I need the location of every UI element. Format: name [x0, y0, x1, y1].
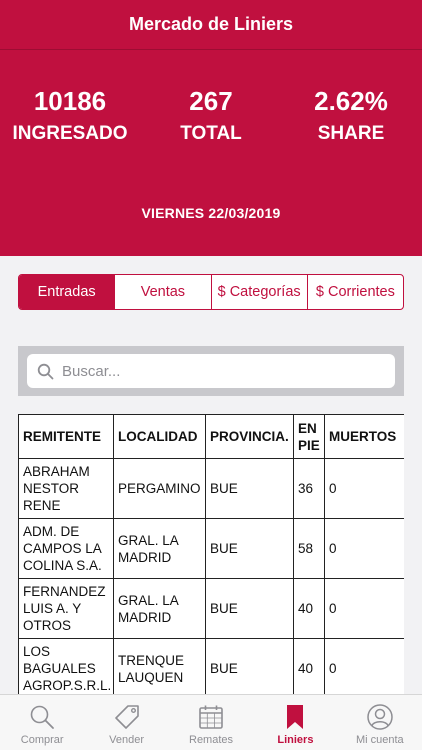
- bottom-tab-bar: [0, 694, 422, 750]
- cell-provincia: BUE: [206, 579, 294, 639]
- table-row[interactable]: [19, 579, 405, 639]
- tab-categorias[interactable]: $ Categorías: [211, 275, 307, 309]
- calendar-icon: [197, 703, 225, 731]
- cell-provincia: BUE: [206, 459, 294, 519]
- tabbar-item-mi-cuenta[interactable]: [338, 695, 422, 750]
- col-header-muertos: MUERTOS: [325, 415, 405, 459]
- stat-label: TOTAL: [180, 123, 242, 144]
- cell-localidad: PERGAMINO: [114, 459, 206, 519]
- cell-muertos: 0: [325, 639, 405, 696]
- cell-muertos: 0: [325, 459, 405, 519]
- tabbar-label: Vender: [109, 734, 145, 746]
- stat-value: 10186: [33, 86, 107, 116]
- cell-localidad: GRAL. LA MADRID: [114, 519, 206, 579]
- entries-table-container[interactable]: [18, 414, 404, 695]
- tabbar-item-comprar[interactable]: [0, 695, 84, 750]
- cell-remitente: LOS BAGUALES AGROP.S.R.L.: [19, 639, 114, 696]
- search-icon: [37, 363, 54, 380]
- cell-localidad: TRENQUE LAUQUEN: [114, 639, 206, 696]
- tab-ventas[interactable]: Ventas: [114, 275, 210, 309]
- entries-table: [18, 414, 404, 695]
- search-input[interactable]: [62, 363, 362, 380]
- col-header-remitente: REMITENTE: [19, 415, 114, 459]
- col-header-provincia: PROVINCIA.: [206, 415, 294, 459]
- table-row[interactable]: [19, 519, 405, 579]
- cell-remitente: ABRAHAM NESTOR RENE: [19, 459, 114, 519]
- search-icon: [28, 703, 56, 731]
- cell-remitente: FERNANDEZ LUIS A. Y OTROS: [19, 579, 114, 639]
- cell-en-pie: 58: [294, 519, 325, 579]
- tab-corrientes[interactable]: $ Corrientes: [307, 275, 403, 309]
- market-header: [0, 0, 422, 256]
- stat-total: [141, 86, 281, 146]
- table-row[interactable]: [19, 639, 405, 696]
- col-header-en-pie: EN PIE: [294, 415, 325, 459]
- tabbar-label: Liniers: [277, 734, 314, 746]
- cell-muertos: 0: [325, 519, 405, 579]
- tabbar-item-liniers[interactable]: [253, 695, 337, 750]
- stat-share: [281, 86, 421, 146]
- search-bar: [18, 346, 404, 396]
- tag-icon: [113, 703, 141, 731]
- stat-value: 2.62%: [314, 86, 388, 116]
- tabbar-label: Comprar: [20, 734, 64, 746]
- tabbar-label: Mi cuenta: [355, 734, 404, 746]
- col-header-localidad: LOCALIDAD: [114, 415, 206, 459]
- tabbar-item-vender[interactable]: [84, 695, 168, 750]
- cell-en-pie: 36: [294, 459, 325, 519]
- cell-provincia: BUE: [206, 639, 294, 696]
- cell-remitente: ADM. DE CAMPOS LA COLINA S.A.: [19, 519, 114, 579]
- market-date: VIERNES 22/03/2019: [141, 205, 281, 221]
- user-icon: [366, 703, 394, 731]
- segmented-tabs: [18, 274, 404, 310]
- tabbar-item-remates[interactable]: [169, 695, 253, 750]
- stat-label: SHARE: [317, 123, 385, 144]
- stat-ingresado: [0, 86, 140, 146]
- table-row[interactable]: [19, 459, 405, 519]
- cell-muertos: 0: [325, 579, 405, 639]
- bookmark-icon: [281, 703, 309, 731]
- cell-en-pie: 40: [294, 579, 325, 639]
- stat-label: INGRESADO: [12, 123, 128, 144]
- search-field[interactable]: [27, 354, 395, 388]
- tab-entradas[interactable]: Entradas: [19, 275, 114, 309]
- page-title: Mercado de Liniers: [128, 14, 294, 34]
- tabbar-label: Remates: [189, 734, 234, 746]
- table-header-row: [19, 415, 405, 459]
- nav-divider: [0, 49, 422, 50]
- cell-localidad: GRAL. LA MADRID: [114, 579, 206, 639]
- cell-en-pie: 40: [294, 639, 325, 696]
- stat-value: 267: [189, 86, 233, 116]
- cell-provincia: BUE: [206, 519, 294, 579]
